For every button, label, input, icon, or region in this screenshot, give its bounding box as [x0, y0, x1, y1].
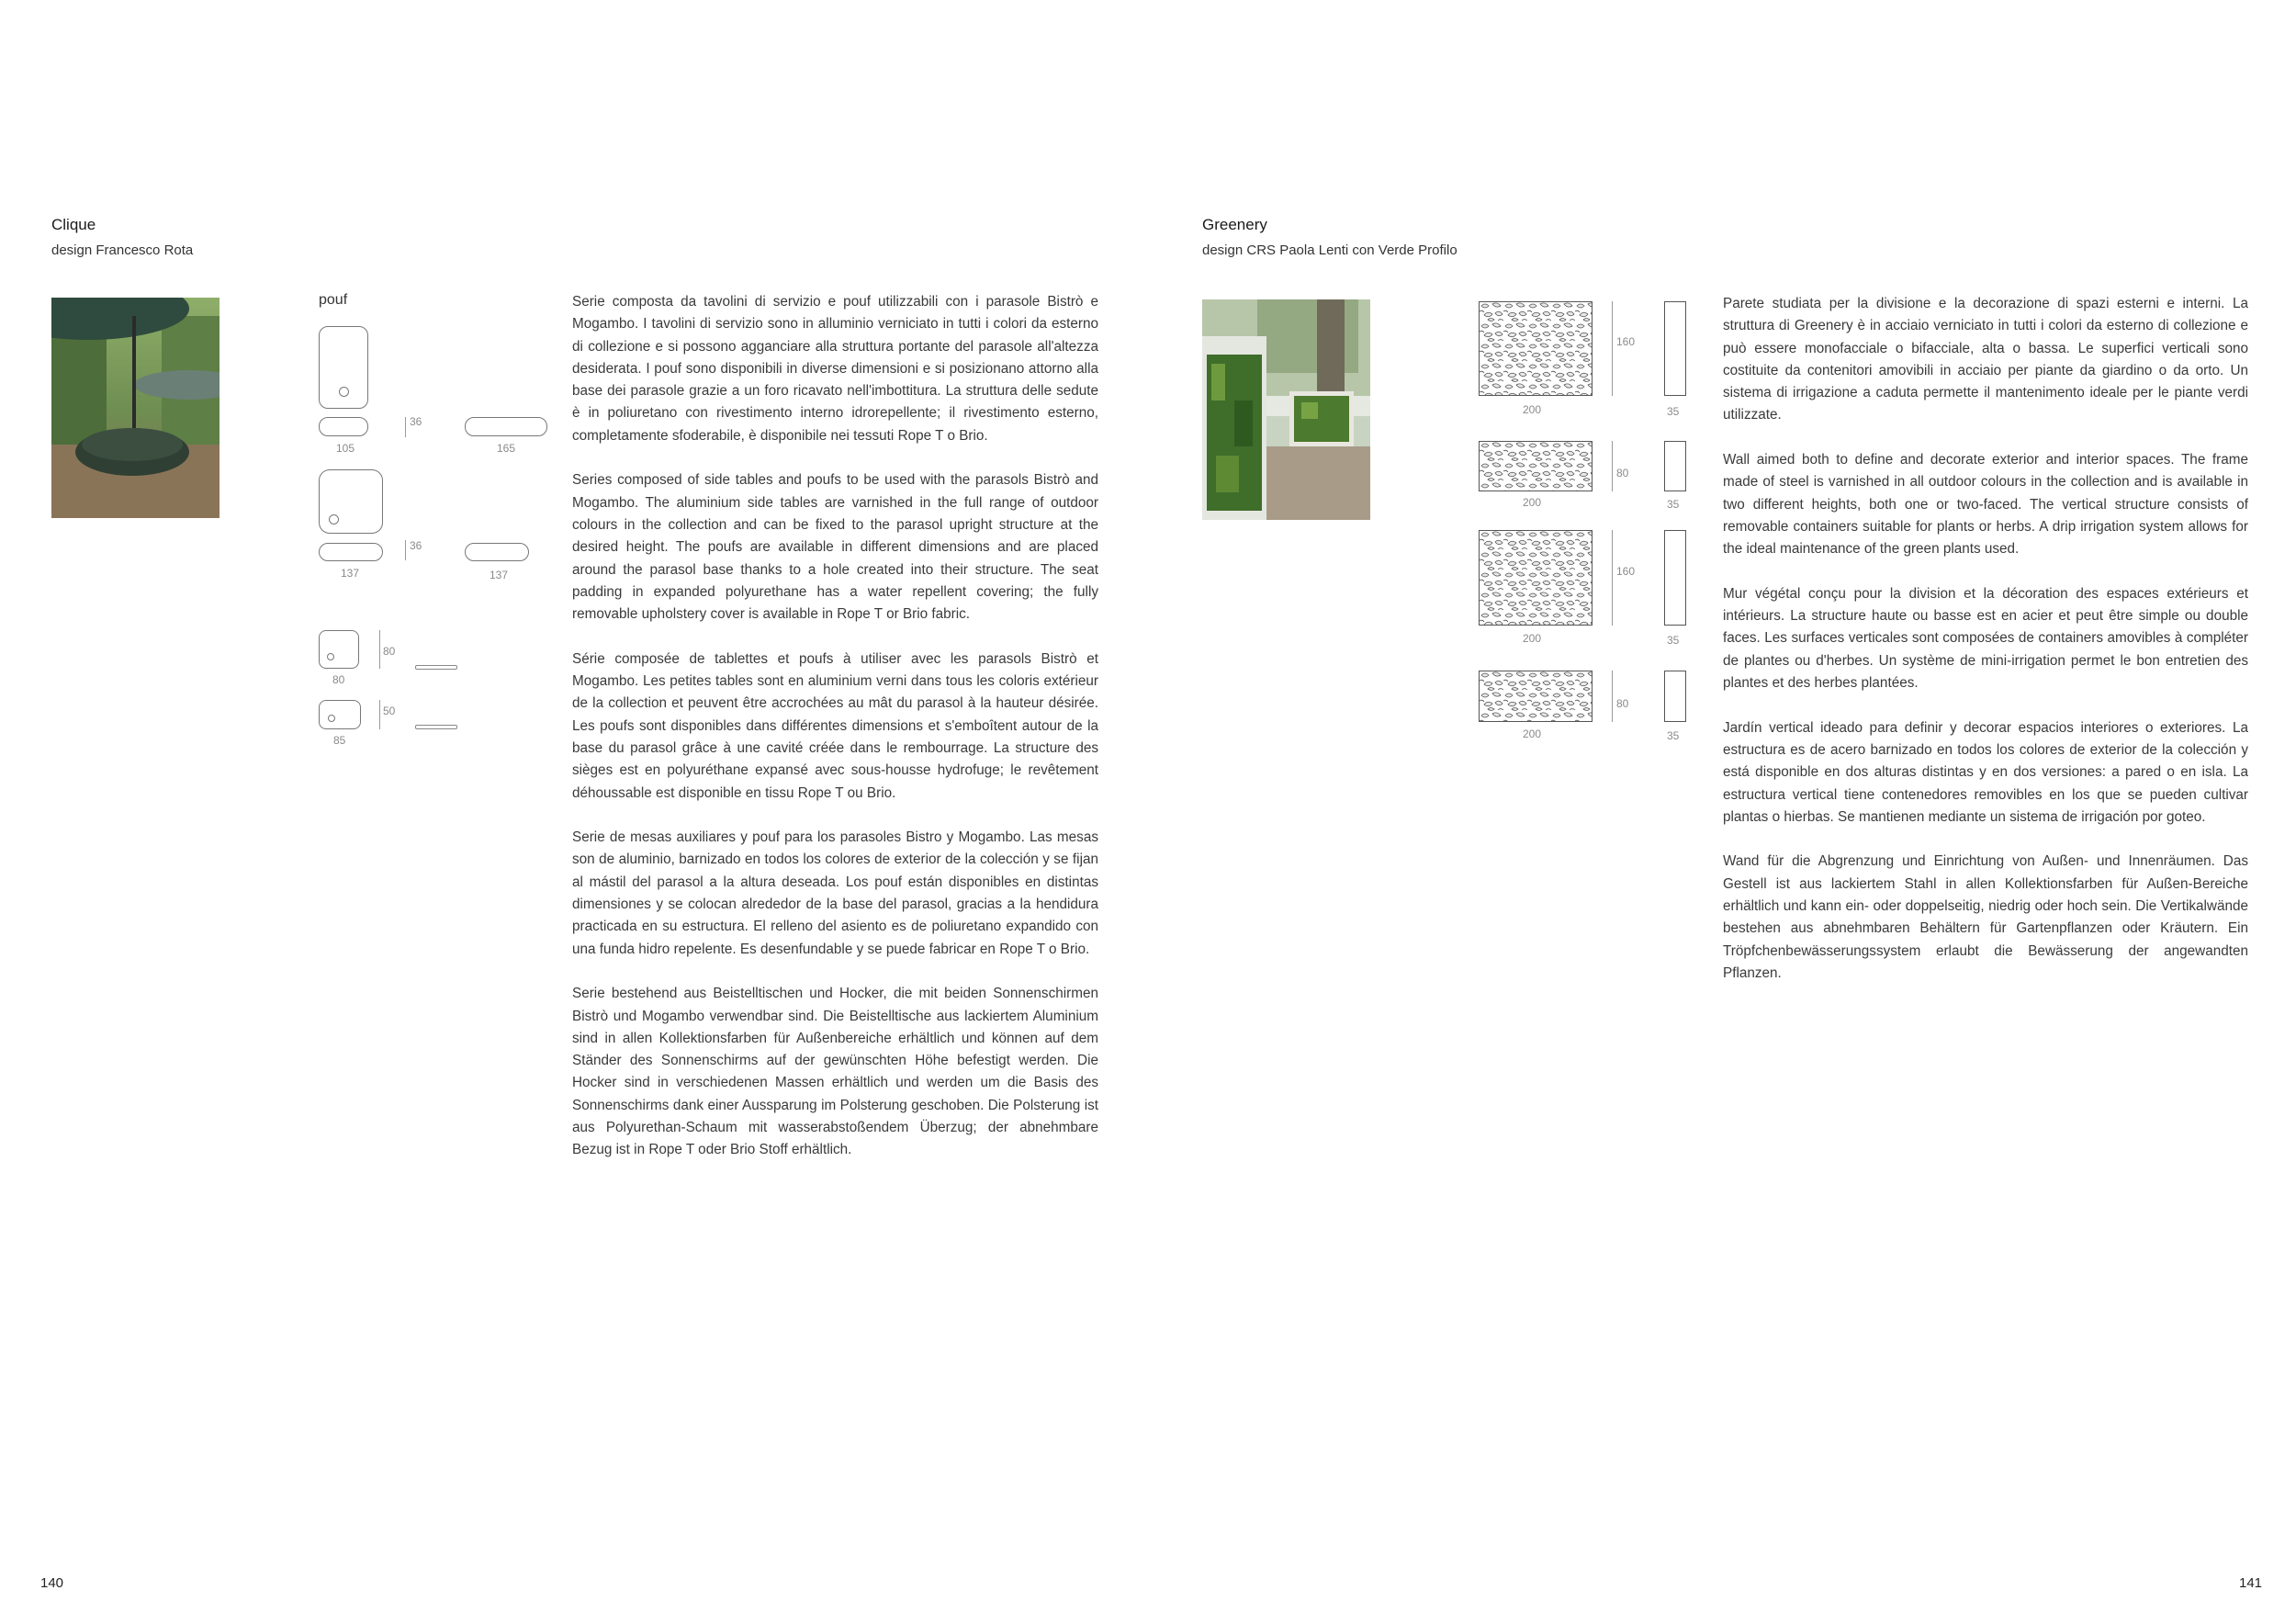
- description-es: Jardín vertical ideado para definir y decorar espacios interiores o exteriores. La estructura es de acero barnizado en todos los colores de exterior de la colección y está disponible en dos alturas distintas y en dos versiones: a pared o en isla. La estructura vertical tiene contenedores removibles en los que se pueden cultivar plantas o hierbas. Se mantienen mediante un sistema de irrigación por goteo.: [1723, 719, 2248, 825]
- dimension-height: 50: [383, 705, 396, 717]
- product-title: Greenery: [1202, 216, 1267, 233]
- dimension-height: 80: [1616, 467, 1629, 479]
- dimension-width: 80: [332, 673, 345, 686]
- pouf-hole: [339, 387, 349, 397]
- description-de: Serie bestehend aus Beistelltischen und Hocker, die mit beiden Sonnenschirmen Bistrò und Mogambo verwendbar sind. Die Beistelltische aus lackiertem Aluminium sind in allen Kollektionsfarben für Außenbereiche erhältlich und können auf dem Ständer des Sonnenschirms auf der gewünschten Höhe befestigt werden. Die Hocker sind in verschiedenen Massen erhältlich und werden um die Basis des Sonnenschirms dank einer Aussparung im Polsterung geschoben. Die Polsterung ist aus Polyurethan-Schaum mit wasserabstoßendem Überzug; der abnehmbare Bezug ist in Rope T oder Brio Stoff erhältlich.: [572, 986, 1098, 1158]
- pouf-side-view-1b: [465, 417, 547, 436]
- side-table-top-view-2: [319, 700, 361, 729]
- dimension-height: 160: [1616, 565, 1636, 578]
- wall-front-view-high: [1479, 301, 1593, 396]
- page-number: 141: [2239, 1575, 2263, 1591]
- description-fr: Mur végétal conçu pour la division et la décoration des espaces extérieurs et intérieurs. La structure haute ou basse est en acier et peut être simple ou double faces. Les surfaces verticales sont composées de containers amovibles à compléter de plantes ou d'herbes. Un système de mini-irrigation permet le bon entretien des plantes et des herbes plantées.: [1723, 585, 2248, 692]
- dimension-width: 105: [336, 442, 355, 455]
- dimension-line: [1612, 441, 1613, 491]
- wall-side-view-high: [1664, 301, 1686, 396]
- dimension-width: 200: [1523, 403, 1542, 416]
- side-table-side-view-2: [415, 725, 457, 729]
- dimension-line: [1612, 530, 1613, 626]
- description-it: Serie composta da tavolini di servizio e pouf utilizzabili con i parasole Bistrò e Mogambo. I tavolini di servizio sono in alluminio verniciato in tutti i colori da esterno di collezione e si possono agganciare alla struttura portante del parasole all'altezza desiderata. I pouf sono disponibili in diverse dimensioni e si posizionano attorno alla base dei parasole grazie a un foro ricavato nell'imbottitura. La struttura delle sedute è in poliuretano con rivestimento interno idrorepellente; il rivestimento esterno, completamente sfoderabile, è disponibile nei tessuti Rope T o Brio.: [572, 294, 1098, 444]
- dimension-length: 165: [497, 442, 516, 455]
- dimension-width: 200: [1523, 727, 1542, 740]
- description-fr: Série composée de tablettes et poufs à utiliser avec les parasols Bistrò et Mogambo. Les petites tables sont en aluminium verni dans tous les coloris extérieur de la collection et peuvent être accrochées au mât du parasol à la hauteur désirée. Les poufs sont disponibles dans différentes dimensions et s'emboîtent autour de la base du parasol grâce à une cavité créée dans le rembourrage. La structure des sièges est en polyuréthane expansé avec sous-housse hydrofuge; le revêtement déhoussable est disponible en tissu Rope T ou Brio.: [572, 650, 1098, 801]
- dimension-line: [379, 700, 380, 729]
- dimension-width: 200: [1523, 632, 1542, 645]
- pouf-top-view-2: [319, 469, 383, 534]
- description-es: Serie de mesas auxiliares y pouf para los parasoles Bistro y Mogambo. Las mesas son de aluminio, barnizado en todos los colores de exterior de la colección y se fijan al mástil del parasol a la altura deseada. Los pouf están disponibles en distintas dimensiones y se colocan alrededor de la base del parasol, gracias a la hendidura practicada en su estructura. El relleno del asiento es de poliuretano expandido con una funda hidro repelente. Es desenfundable y se puede fabricar en Rope T o Brio.: [572, 829, 1098, 957]
- side-table-top-view-1: [319, 630, 359, 669]
- pouf-side-view-1: [319, 417, 368, 436]
- dimension-line: [405, 540, 406, 560]
- pouf-hole: [329, 514, 339, 524]
- dimension-height: 36: [410, 415, 422, 428]
- dimension-width: 200: [1523, 496, 1542, 509]
- wall-side-view-low-double: [1664, 671, 1686, 722]
- dimension-length: 137: [490, 569, 509, 581]
- table-hole: [327, 653, 334, 660]
- description-en: Series composed of side tables and poufs to be used with the parasols Bistrò and Mogambo. The aluminium side tables are varnished in the full range of outdoor colours in the collection and can be fixed to the parasol upright structure at the desired height. The poufs are available in different dimensions and are placed around the parasol base thanks to a hole created into their structure. The seat padding in expanded polyurethane has a water repellent covering; the fully removable upholstery cover is available in Rope T or Brio fabric.: [572, 472, 1098, 623]
- product-photo: [51, 298, 219, 518]
- dimension-line: [1612, 671, 1613, 722]
- wall-front-view-low: [1479, 441, 1593, 491]
- wall-front-view-high-double: [1479, 530, 1593, 626]
- page-number: 140: [40, 1575, 64, 1591]
- dimension-height: 160: [1616, 335, 1636, 348]
- product-title: Clique: [51, 216, 96, 233]
- dimension-line: [379, 630, 380, 669]
- dimension-width: 85: [333, 734, 346, 747]
- product-photo: [1202, 299, 1370, 520]
- dimension-depth: 35: [1667, 498, 1680, 511]
- description-text: [572, 291, 1098, 1184]
- wall-side-view-low: [1664, 441, 1686, 491]
- product-label: pouf: [319, 292, 348, 308]
- dimension-depth: 35: [1667, 729, 1680, 742]
- dimension-width: 137: [341, 567, 360, 580]
- wall-side-view-high-double: [1664, 530, 1686, 626]
- pouf-side-view-2b: [465, 543, 529, 561]
- designer-credit: design Francesco Rota: [51, 242, 194, 258]
- description-it: Parete studiata per la divisione e la decorazione di spazi esterni e interni. La struttura di Greenery è in acciaio verniciato in tutti i colori da esterno di collezione e può essere monofacciale o bifacciale, alta o bassa. Le superfici verticali sono costituite da contenitori amovibili in acciaio per piante da giardino o da orto. Un sistema di irrigazione a caduta permette il mantenimento ideale per le piante verdi utilizzate.: [1723, 296, 2248, 423]
- wall-front-view-low-double: [1479, 671, 1593, 722]
- dimension-height: 80: [383, 645, 396, 658]
- designer-credit: design CRS Paola Lenti con Verde Profilo: [1202, 242, 1458, 258]
- description-text: [1723, 293, 2248, 1008]
- dimension-depth: 35: [1667, 634, 1680, 647]
- dimension-height: 80: [1616, 697, 1629, 710]
- description-en: Wall aimed both to define and decorate exterior and interior spaces. The frame made of steel is varnished in all outdoor colours in the collection and is available in two different heights, both one or two-faced. The vertical structure consists of removable containers suitable for plants or herbs. A drip irrigation system allows for the ideal maintenance of the green plants used.: [1723, 452, 2248, 558]
- dimension-height: 36: [410, 539, 422, 552]
- side-table-side-view-1: [415, 665, 457, 670]
- pouf-side-view-2: [319, 543, 383, 561]
- table-hole: [328, 715, 335, 722]
- description-de: Wand für die Abgrenzung und Einrichtung von Außen- und Innenräumen. Das Gestell ist aus lackiertem Stahl in allen Kollektionsfarben für Außen-Bereiche erhältlich und kann ein- oder doppelseitig, niedrig oder hoch sein. Die Vertikalwände bestehen aus abnehmbaren Behältern für Gartenpflanzen oder Kräutern. Ein Tröpfchenbewässerungssystem erlaubt die Bewässerung der angewandten Pflanzen.: [1723, 853, 2248, 981]
- dimension-depth: 35: [1667, 405, 1680, 418]
- dimension-line: [405, 417, 406, 437]
- dimension-line: [1612, 301, 1613, 396]
